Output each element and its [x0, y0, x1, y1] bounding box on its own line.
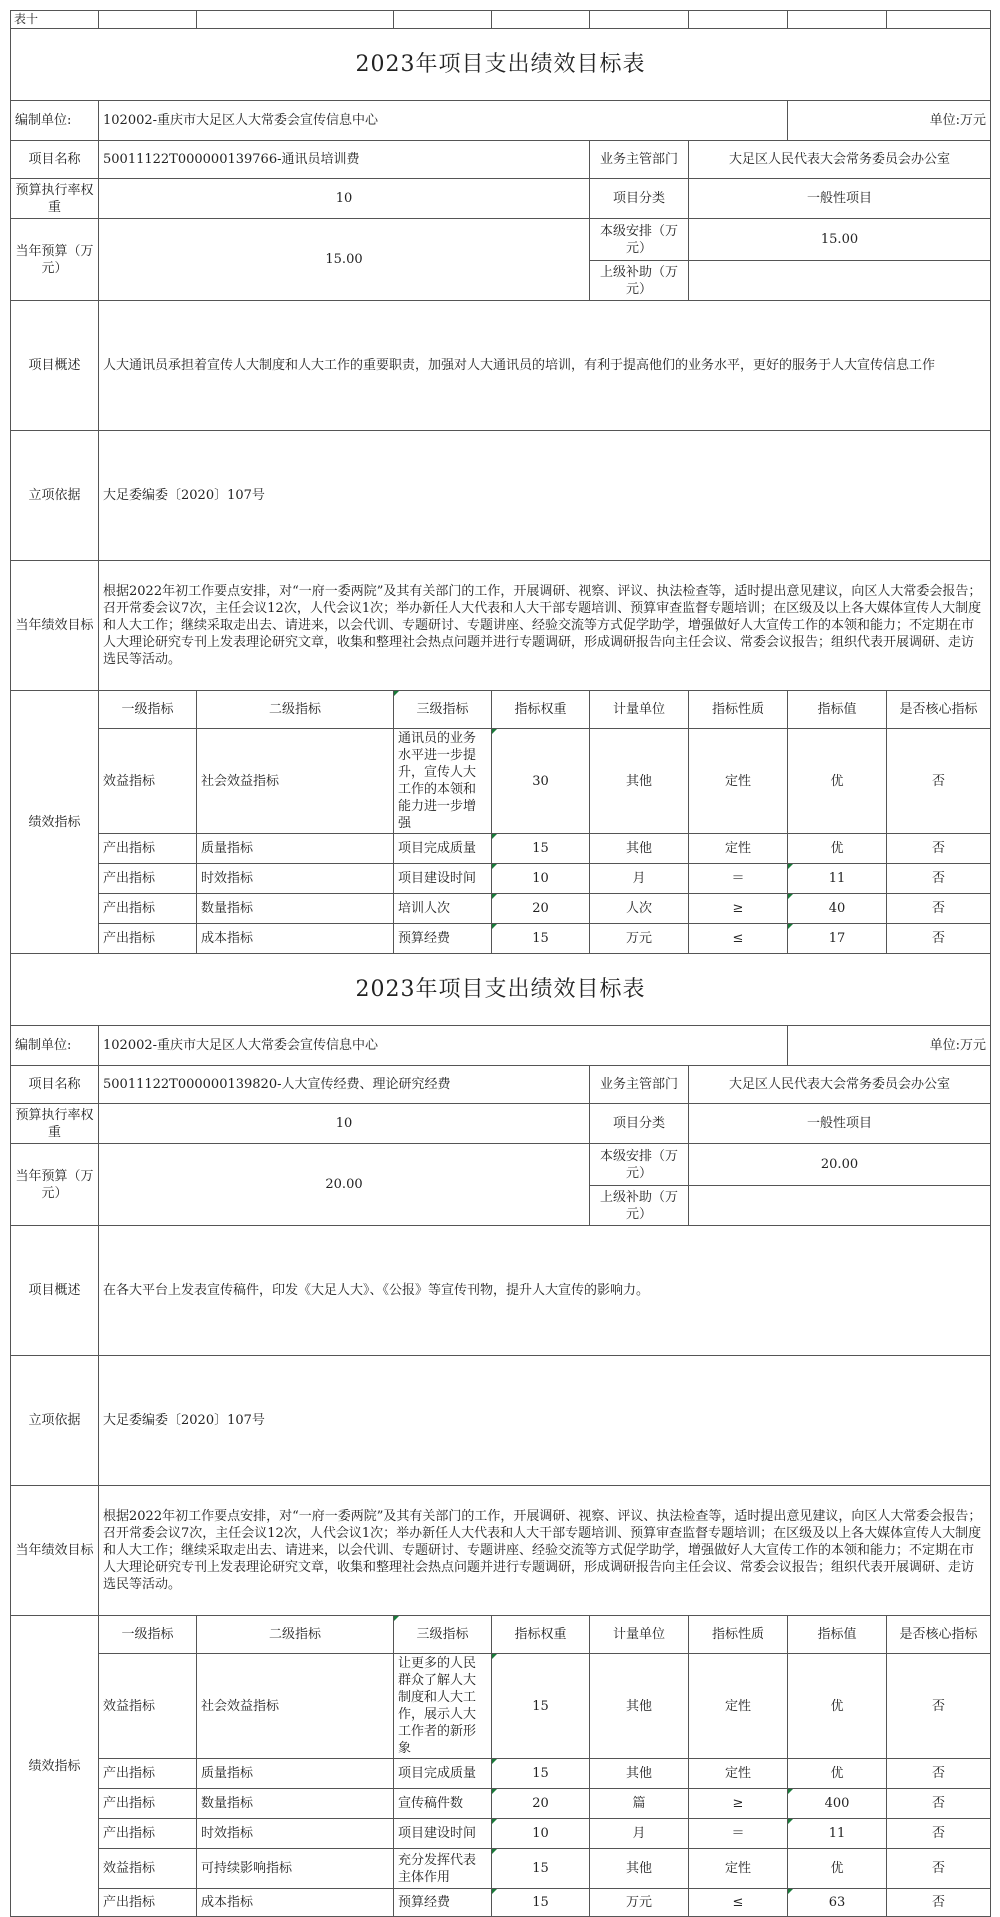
row-l1: 产出指标	[99, 864, 197, 894]
table1-year-goal: 根据2022年初工作要点安排，对“一府一委两院”及其有关部门的工作，开展调研、视察、评议、执法检查等，适时提出意见建议，向区人大常委会报告；召开常委会议7次，主任会议12次，人代会议1次；举办新任人大代表和人大干部专题培训、预算审查监督专题培训；在区级及以上各大媒体宣传人大制度和人大工作；继续采取走出去、请进来，以会代训、专题研讨、专题讲座、经验交流等方式促学助学，增强做好人大宣传工作的本领和能力；不定期在市人大理论研究专刊上发表理论研究文章，收集和整理社会热点问题并进行专题调研，形成调研报告向主任会议、常委会议报告；组织代表开展调研、走访选民等活动。	[99, 561, 991, 691]
row-unit: 人次	[590, 894, 689, 924]
row-l2: 可持续影响指标	[197, 1849, 394, 1889]
budget-sheet	[10, 10, 990, 1917]
h-level1: 一级指标	[99, 1616, 197, 1654]
h-value: 指标值	[788, 1616, 887, 1654]
table2-project-row	[11, 1066, 991, 1104]
row-l3: 预算经费	[394, 1889, 492, 1917]
table1-project-row	[11, 141, 991, 179]
row-core: 否	[887, 1759, 991, 1789]
table1-category: 一般性项目	[689, 179, 991, 219]
table-row	[11, 924, 991, 954]
row-l1: 产出指标	[99, 894, 197, 924]
table2-title: 2023年项目支出绩效目标表	[11, 954, 991, 1026]
row-l1: 效益指标	[99, 1654, 197, 1759]
row-l3: 充分发挥代表主体作用	[394, 1849, 492, 1889]
row-unit: 万元	[590, 1889, 689, 1917]
table-row	[11, 1789, 991, 1819]
table1-basis: 大足委编委〔2020〕107号	[99, 431, 991, 561]
table1-budget-row-a	[11, 219, 991, 261]
row-core: 否	[887, 1849, 991, 1889]
table1-dept: 大足区人民代表大会常务委员会办公室	[689, 141, 991, 179]
table2-project-name: 50011122T000000139820-人大宣传经费、理论研究经费	[99, 1066, 590, 1104]
table1-goal-row	[11, 561, 991, 691]
table-row	[11, 1819, 991, 1849]
row-weight: 15	[492, 834, 590, 864]
row-l2: 成本指标	[197, 924, 394, 954]
h-unit: 计量单位	[590, 691, 689, 729]
h-level2: 二级指标	[197, 1616, 394, 1654]
row-l3: 宣传稿件数	[394, 1789, 492, 1819]
row-value: 优	[788, 1654, 887, 1759]
row-unit: 其他	[590, 1849, 689, 1889]
table2-org-row	[11, 1026, 991, 1066]
org-label: 编制单位:	[11, 101, 99, 141]
upper-subsidy-label: 上级补助（万元）	[590, 261, 689, 301]
exec-weight-label: 预算执行率权重	[11, 179, 99, 219]
table1-overview-row	[11, 301, 991, 431]
row-l1: 产出指标	[99, 1759, 197, 1789]
row-core: 否	[887, 1819, 991, 1849]
row-weight: 10	[492, 1819, 590, 1849]
indicators-label: 绩效指标	[11, 1616, 99, 1917]
unit-label: 单位:万元	[788, 1026, 991, 1066]
table-row	[11, 1759, 991, 1789]
row-weight: 20	[492, 894, 590, 924]
row-l3: 让更多的人民群众了解人大制度和人大工作，展示人大工作者的新形象	[394, 1654, 492, 1759]
org-label: 编制单位:	[11, 1026, 99, 1066]
table2-goal-row	[11, 1486, 991, 1616]
table1-basis-row	[11, 431, 991, 561]
row-value: 优	[788, 834, 887, 864]
exec-weight-label: 预算执行率权重	[11, 1104, 99, 1144]
row-nature: 定性	[689, 729, 788, 834]
row-unit: 篇	[590, 1789, 689, 1819]
row-weight: 15	[492, 1654, 590, 1759]
unit-label: 单位:万元	[788, 101, 991, 141]
row-weight: 20	[492, 1789, 590, 1819]
performance-table	[10, 10, 991, 1917]
overview-label: 项目概述	[11, 301, 99, 431]
row-l3: 通讯员的业务水平进一步提升，宣传人大工作的本领和能力进一步增强	[394, 729, 492, 834]
row-l2: 社会效益指标	[197, 1654, 394, 1759]
table-label: 表十	[11, 11, 99, 29]
basis-label: 立项依据	[11, 1356, 99, 1486]
table-row	[11, 1889, 991, 1917]
table1-title-row	[11, 29, 991, 101]
table2-basis-row	[11, 1356, 991, 1486]
table1-title: 2023年项目支出绩效目标表	[11, 29, 991, 101]
table2-org: 102002-重庆市大足区人大常委会宣传信息中心	[99, 1026, 788, 1066]
row-value: 11	[788, 1819, 887, 1849]
table2-title-row	[11, 954, 991, 1026]
row-l2: 质量指标	[197, 1759, 394, 1789]
row-l1: 产出指标	[99, 1889, 197, 1917]
row-nature: 定性	[689, 1849, 788, 1889]
table2-indicator-header	[11, 1616, 991, 1654]
year-budget-label: 当年预算（万元）	[11, 1144, 99, 1226]
row-core: 否	[887, 834, 991, 864]
row-l1: 效益指标	[99, 1849, 197, 1889]
row-l2: 质量指标	[197, 834, 394, 864]
table1-local-alloc: 15.00	[689, 219, 991, 261]
table-row	[11, 834, 991, 864]
dept-label: 业务主管部门	[590, 141, 689, 179]
row-weight: 15	[492, 1889, 590, 1917]
h-nature: 指标性质	[689, 691, 788, 729]
table1-indicator-header	[11, 691, 991, 729]
year-budget-label: 当年预算（万元）	[11, 219, 99, 301]
row-l2: 时效指标	[197, 1819, 394, 1849]
row-weight: 15	[492, 924, 590, 954]
row-weight: 10	[492, 864, 590, 894]
table2-weight-row	[11, 1104, 991, 1144]
table2-year-budget: 20.00	[99, 1144, 590, 1226]
row-nature: 定性	[689, 1654, 788, 1759]
table2-dept: 大足区人民代表大会常务委员会办公室	[689, 1066, 991, 1104]
row-nature: ≤	[689, 1889, 788, 1917]
row-l2: 成本指标	[197, 1889, 394, 1917]
row-l2: 社会效益指标	[197, 729, 394, 834]
row-unit: 其他	[590, 1654, 689, 1759]
table2-local-alloc: 20.00	[689, 1144, 991, 1186]
row-l2: 数量指标	[197, 1789, 394, 1819]
row-core: 否	[887, 1889, 991, 1917]
row-value: 400	[788, 1789, 887, 1819]
table1-org: 102002-重庆市大足区人大常委会宣传信息中心	[99, 101, 788, 141]
h-unit: 计量单位	[590, 1616, 689, 1654]
row-value: 11	[788, 864, 887, 894]
table2-overview: 在各大平台上发表宣传稿件，印发《大足人大》、《公报》等宣传刊物，提升人大宣传的影响力。	[99, 1226, 991, 1356]
upper-subsidy-label: 上级补助（万元）	[590, 1186, 689, 1226]
row-weight: 15	[492, 1849, 590, 1889]
row-unit: 其他	[590, 834, 689, 864]
row-unit: 月	[590, 864, 689, 894]
row-l3: 项目建设时间	[394, 1819, 492, 1849]
project-name-label: 项目名称	[11, 1066, 99, 1104]
row-l1: 产出指标	[99, 924, 197, 954]
category-label: 项目分类	[590, 179, 689, 219]
row-nature: ＝	[689, 864, 788, 894]
row-value: 优	[788, 1759, 887, 1789]
h-weight: 指标权重	[492, 691, 590, 729]
category-label: 项目分类	[590, 1104, 689, 1144]
table2-year-goal: 根据2022年初工作要点安排，对“一府一委两院”及其有关部门的工作，开展调研、视察、评议、执法检查等，适时提出意见建议，向区人大常委会报告；召开常委会议7次，主任会议12次，人代会议1次；举办新任人大代表和人大干部专题培训、预算审查监督专题培训；在区级及以上各大媒体宣传人大制度和人大工作；继续采取走出去、请进来，以会代训、专题研讨、专题讲座、经验交流等方式促学助学，增强做好人大宣传工作的本领和能力；不定期在市人大理论研究专刊上发表理论研究文章，收集和整理社会热点问题并进行专题调研，形成调研报告向主任会议、常委会议报告；组织代表开展调研、走访选民等活动。	[99, 1486, 991, 1616]
row-l3: 项目建设时间	[394, 864, 492, 894]
h-core: 是否核心指标	[887, 1616, 991, 1654]
local-alloc-label: 本级安排（万元）	[590, 219, 689, 261]
table2-budget-row-a	[11, 1144, 991, 1186]
row-weight: 30	[492, 729, 590, 834]
row-nature: ≥	[689, 1789, 788, 1819]
row-core: 否	[887, 864, 991, 894]
row-core: 否	[887, 1654, 991, 1759]
year-goal-label: 当年绩效目标	[11, 1486, 99, 1616]
row-unit: 其他	[590, 729, 689, 834]
row-l2: 数量指标	[197, 894, 394, 924]
year-goal-label: 当年绩效目标	[11, 561, 99, 691]
row-value: 优	[788, 1849, 887, 1889]
row-l3: 培训人次	[394, 894, 492, 924]
row-unit: 月	[590, 1819, 689, 1849]
row-nature: 定性	[689, 834, 788, 864]
row-l3: 预算经费	[394, 924, 492, 954]
table-row	[11, 1654, 991, 1759]
h-value: 指标值	[788, 691, 887, 729]
row-core: 否	[887, 1789, 991, 1819]
table-row	[11, 864, 991, 894]
table2-basis: 大足委编委〔2020〕107号	[99, 1356, 991, 1486]
table-row	[11, 894, 991, 924]
row-l2: 时效指标	[197, 864, 394, 894]
table1-org-row	[11, 101, 991, 141]
table1-project-name: 50011122T000000139766-通讯员培训费	[99, 141, 590, 179]
sheet-label-row	[11, 11, 991, 29]
row-l1: 效益指标	[99, 729, 197, 834]
row-l3: 项目完成质量	[394, 1759, 492, 1789]
h-level2: 二级指标	[197, 691, 394, 729]
local-alloc-label: 本级安排（万元）	[590, 1144, 689, 1186]
table2-exec-weight: 10	[99, 1104, 590, 1144]
row-nature: 定性	[689, 1759, 788, 1789]
h-nature: 指标性质	[689, 1616, 788, 1654]
row-l3: 项目完成质量	[394, 834, 492, 864]
row-core: 否	[887, 894, 991, 924]
table2-category: 一般性项目	[689, 1104, 991, 1144]
row-nature: ≥	[689, 894, 788, 924]
table1-overview: 人大通讯员承担着宣传人大制度和人大工作的重要职责，加强对人大通讯员的培训，有利于提高他们的业务水平，更好的服务于人大宣传信息工作	[99, 301, 991, 431]
h-level1: 一级指标	[99, 691, 197, 729]
row-core: 否	[887, 924, 991, 954]
table1-year-budget: 15.00	[99, 219, 590, 301]
row-value: 40	[788, 894, 887, 924]
row-value: 63	[788, 1889, 887, 1917]
h-level3: 三级指标	[394, 1616, 492, 1654]
table1-upper-subsidy	[689, 261, 991, 301]
project-name-label: 项目名称	[11, 141, 99, 179]
h-core: 是否核心指标	[887, 691, 991, 729]
table-row	[11, 1849, 991, 1889]
row-unit: 其他	[590, 1759, 689, 1789]
indicators-label: 绩效指标	[11, 691, 99, 954]
table2-upper-subsidy	[689, 1186, 991, 1226]
h-level3: 三级指标	[394, 691, 492, 729]
row-nature: ≤	[689, 924, 788, 954]
table1-exec-weight: 10	[99, 179, 590, 219]
row-value: 17	[788, 924, 887, 954]
h-weight: 指标权重	[492, 1616, 590, 1654]
row-l1: 产出指标	[99, 834, 197, 864]
row-core: 否	[887, 729, 991, 834]
row-unit: 万元	[590, 924, 689, 954]
row-value: 优	[788, 729, 887, 834]
table-row	[11, 729, 991, 834]
row-l1: 产出指标	[99, 1789, 197, 1819]
basis-label: 立项依据	[11, 431, 99, 561]
row-nature: ＝	[689, 1819, 788, 1849]
overview-label: 项目概述	[11, 1226, 99, 1356]
table1-weight-row	[11, 179, 991, 219]
row-l1: 产出指标	[99, 1819, 197, 1849]
dept-label: 业务主管部门	[590, 1066, 689, 1104]
row-weight: 15	[492, 1759, 590, 1789]
table2-overview-row	[11, 1226, 991, 1356]
